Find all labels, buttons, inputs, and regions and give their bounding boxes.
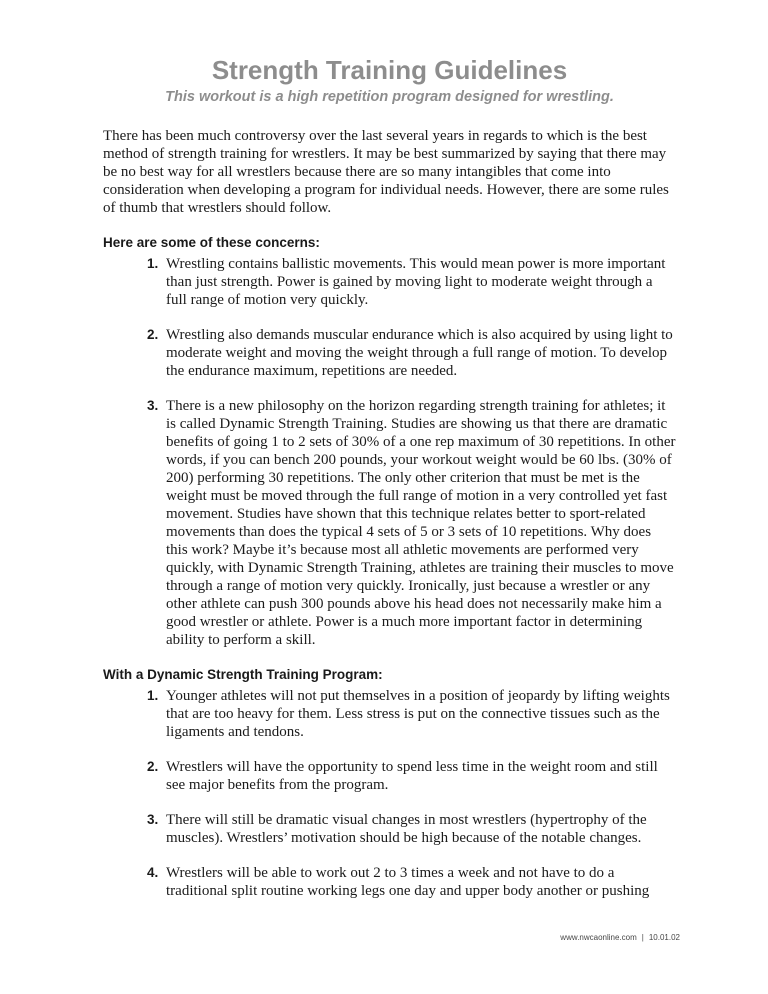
document-subtitle: This workout is a high repetition program designed for wrestling. [165,89,614,105]
list-number: 2. [147,759,159,774]
list-item [147,397,676,649]
list-item-text: Younger athletes will not put themselves in a position of jeopardy by lifting weights that are too heavy for them. Less stress is put on the connective tissues such as the ligaments and tendons. [166,688,670,740]
section-heading-concerns: Here are some of these concerns: [103,235,320,250]
list-number: 3. [147,398,159,413]
list-item [147,687,676,741]
footer-date: 10.01.02 [648,933,680,942]
footer-separator: | [641,933,644,942]
list-item-text: There will still be dramatic visual changes in most wrestlers (hypertrophy of the muscles). Wrestlers’ motivation should be high because of the notable changes. [166,812,647,846]
section-heading-program: With a Dynamic Strength Training Program: [103,667,383,682]
list-item [147,758,676,794]
document-title: Strength Training Guidelines [211,55,568,85]
list-item [147,255,676,309]
intro-paragraph: There has been much controversy over the last several years in regards to which is the best method of strength training for wrestlers. It may be best summarized by saying that there may be no best way for all wrestlers because there are so many intangibles that come into consideration when developing a program for individual needs. However, there are some rules of thumb that wrestlers should follow. [103,128,669,216]
list-item-text: There is a new philosophy on the horizon regarding strength training for athletes; it is called Dynamic Strength Training. Studies are showing us that there are dramatic benefits of going 1 to 2 sets of 30% of a one rep maximum of 30 repetitions. In other words, if you can bench 200 pounds, your workout weight would be 60 lbs. (30% of 200) performing 30 repetitions. The only other criterion that must be met is the weight must be moved through the full range of motion in a very controlled yet fast movement. Studies have shown that this technique relates better to sport-related movements than does the typical 4 sets of 5 or 3 sets of 10 repetitions. Why does this work? Maybe it’s because most all athletic movements are performed very quickly, with Dynamic Strength Training, athletes are training their muscles to move through a range of motion very quickly. Ironically, just because a wrestler or any other athlete can push 300 pounds above his head does not necessarily make him a good wrestler or athlete. Power is a much more important factor in determining ability to perform a skill. [166,398,676,648]
list-number: 2. [147,327,159,342]
list-number: 1. [147,256,159,271]
list-item [147,326,676,380]
list-number: 3. [147,812,159,827]
list-number: 1. [147,688,159,703]
page-footer [560,933,680,942]
concerns-list [103,255,676,649]
program-benefits-list [103,687,676,900]
footer-website: www.nwcaonline.com [560,933,637,942]
list-number: 4. [147,865,159,880]
list-item [147,811,676,847]
list-item-text: Wrestling contains ballistic movements. This would mean power is more important than just strength. Power is gained by moving light to moderate weight through a full range of motion very quickly. [166,256,666,308]
list-item-text: Wrestlers will be able to work out 2 to 3 times a week and not have to do a traditional split routine working legs one day and upper body another or pushing [166,865,650,899]
list-item-text: Wrestlers will have the opportunity to spend less time in the weight room and still see major benefits from the program. [166,759,658,793]
list-item [147,864,676,900]
list-item-text: Wrestling also demands muscular endurance which is also acquired by using light to moderate weight and moving the weight through a full range of motion. To develop the endurance maximum, repetitions are needed. [166,327,673,379]
